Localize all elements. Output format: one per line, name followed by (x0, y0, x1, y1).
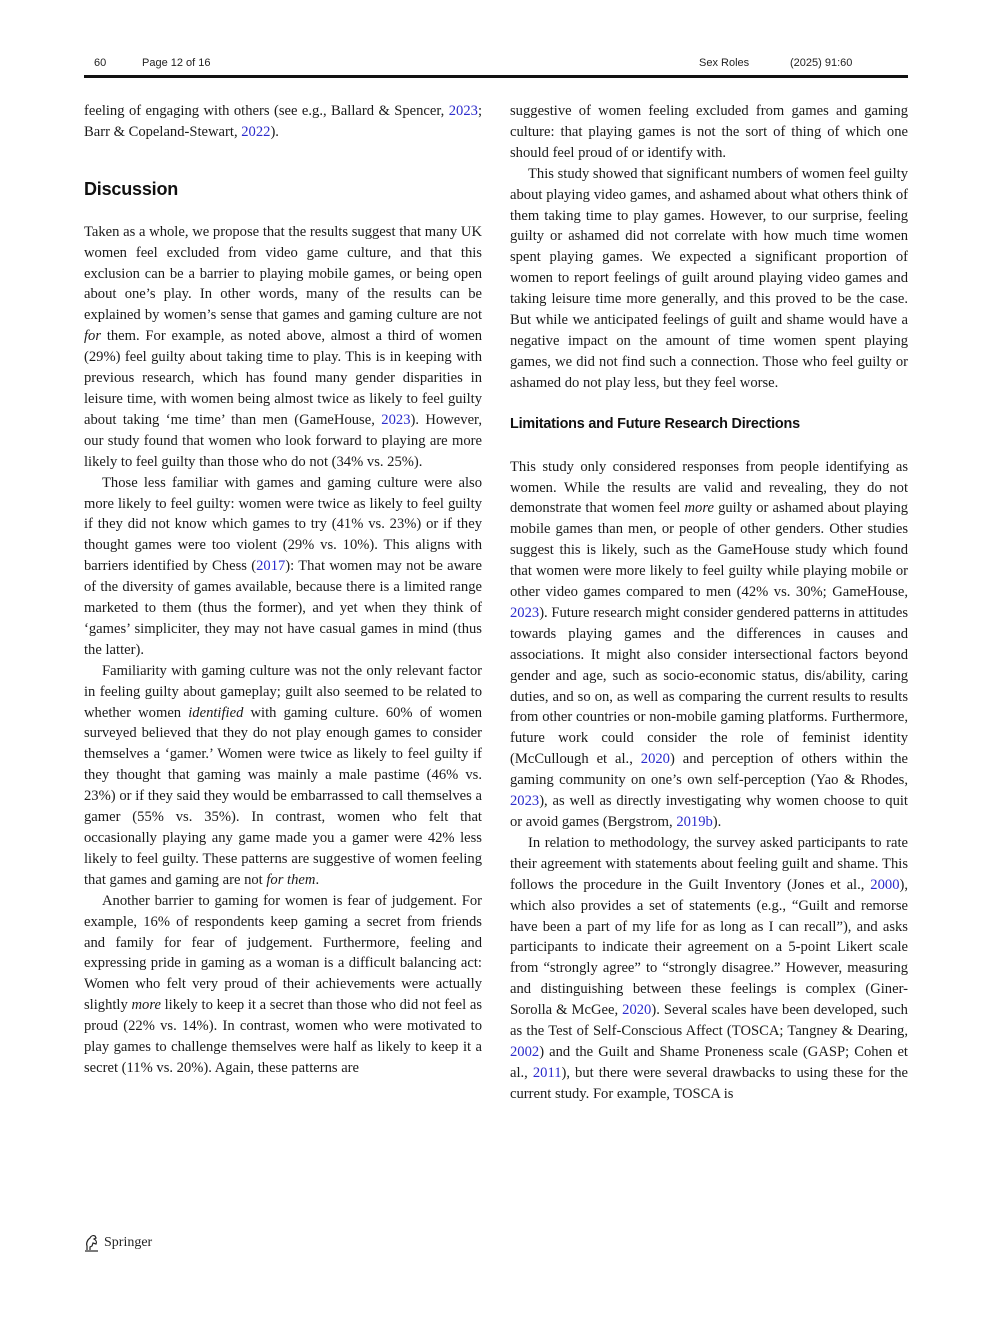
citation-link[interactable]: 2022 (241, 123, 271, 140)
text: ). Several scales have been developed, such as the Test of Self-Conscious Affect (TOSCA; Tangney & Dearing, (510, 1002, 908, 1040)
page-footer (84, 1234, 152, 1252)
text: Taken as a whole, we propose that the results suggest that many UK women feel excluded from video game culture, and that this exclusion can be a barrier to playing mobile games, or being open about one’s play. In other words, many of the results can be explained by women’s sense that games and gaming culture are not (84, 223, 482, 324)
text: Those less familiar with games and gaming culture were also more likely to feel guilty: women were twice as likely to feel guilty if they did not know which games to try (41% vs. 23%) or if they thought games were too violent (29% vs. 10%). This aligns with barriers identified by Chess ( (84, 474, 482, 575)
text: ), as well as directly investigating why women choose to quit or avoid games (Bergstrom, (510, 793, 908, 830)
section-heading-limitations: Limitations and Future Research Directions (510, 415, 800, 432)
paragraph (510, 833, 908, 1105)
text: Familiarity with gaming culture was not the only relevant factor in feeling guilty about gameplay; guilt also seemed to be related to whether women (84, 662, 482, 721)
text: This study showed that significant numbers of women feel guilty about playing video games, and ashamed about what others think of them taking time to play games. However, to our surprise, feeling guilty or ashamed did not correlate with how much time women spent playing games. We expected a significant proportion of women to report feelings of guilt around playing video games and taking leisure time more generally, and this proved to be the case. But while we anticipated feelings of guilt and shame would have a negative impact on the amount of time women spent playing games, we did not find such a connection. Those who feel guilty or ashamed do not play less, but they feel worse. (510, 165, 908, 391)
left-column (84, 101, 482, 1079)
text: ), which also provides a set of statements (e.g., “Guilt and remorse have been a part of my life for as long as I can recall”), and asks participants to indicate their agreement on a 5-point Likert scale from “strongly agree” to “strongly disagree.” However, measuring and distinguishing between these feelings is complex (Giner-Sorolla & McGee, (510, 876, 908, 1019)
springer-horse-icon (84, 1234, 100, 1252)
text: This study only considered responses from people identifying as women. While the results are valid and revealing, they do not demonstrate that women feel (510, 458, 908, 517)
emphasis: more (684, 500, 714, 517)
header-rule (84, 75, 908, 78)
section-heading-discussion: Discussion (84, 178, 179, 199)
text: them. For example, as noted above, almost a third of women (29%) feel guilty about taking time to play. This is in keeping with previous research, which has found many gender disparities in leisure time, with women being almost twice as likely to feel guilty about taking ‘me time’ than men (GameHouse, (84, 328, 482, 428)
emphasis: identified (188, 704, 244, 721)
right-column (510, 101, 908, 1105)
emphasis: for (84, 328, 102, 345)
text: ) and the Guilt and Shame Proneness scale (GASP; Cohen et al., (510, 1043, 908, 1081)
journal-citation: (2025) 91:60 (790, 57, 853, 69)
publisher-name: Springer (104, 1235, 153, 1250)
paragraph (84, 473, 482, 661)
citation-link[interactable]: 2019b (676, 814, 713, 830)
citation-link[interactable]: 2020 (640, 751, 670, 768)
paragraph (84, 222, 482, 473)
citation-link[interactable]: 2011 (532, 1064, 562, 1081)
page-of: Page 12 of 16 (142, 57, 211, 69)
text: Another barrier to gaming for women is fear of judgement. For example, 16% of respondents keep gaming a secret from friends and family for fear of judgement. Furthermore, feeling and expressing pride in gaming as a woman is a difficult balancing act: Women who felt very proud of their achievements were actually slightly (84, 892, 482, 1014)
citation-link[interactable]: 2002 (510, 1043, 540, 1060)
text: feeling of engaging with others (see e.g., Ballard & Spencer, (84, 103, 449, 119)
running-header (84, 55, 908, 73)
text: ). However, our study found that women who look forward to playing are more likely to feel guilty than those who do not (34% vs. 25%). (84, 411, 482, 470)
citation-link[interactable]: 2023 (381, 411, 411, 428)
journal-name: Sex Roles (699, 57, 750, 69)
paragraph (84, 661, 482, 891)
paragraph (510, 164, 908, 394)
paragraph (510, 101, 908, 164)
page-number: 60 (94, 57, 107, 69)
text: likely to keep it a secret than those who did not feel as proud (22% vs. 14%). In contrast, women who were motivated to play games to challenge themselves were half as likely to keep it a secret (11% vs. 20%). Again, these patterns are (84, 997, 482, 1076)
text: In relation to methodology, the survey asked participants to rate their agreement with statements about feeling guilt and shame. This follows the procedure in the Guilt Inventory (Jones et al., (510, 834, 908, 893)
citation-link[interactable]: 2023 (510, 604, 540, 621)
text: . (315, 871, 320, 888)
citation-link[interactable]: 2017 (256, 558, 286, 575)
text: ). (270, 123, 279, 140)
text: ; Barr & Copeland-Stewart, (84, 103, 482, 140)
paragraph (510, 457, 908, 833)
paragraph (84, 891, 482, 1079)
text: ). (712, 814, 722, 830)
paragraph (84, 101, 482, 143)
citation-link[interactable]: 2023 (510, 793, 540, 810)
citation-link[interactable]: 2000 (870, 876, 900, 893)
emphasis: more (131, 997, 161, 1014)
text: suggestive of women feeling excluded from games and gaming culture: that playing games is not the sort of thing of which one should feel proud of or identify with. (510, 103, 908, 161)
text: ): That women may not be aware of the diversity of games available, because there is a limited range marketed to them (thus the former), and yet when they think of ‘games’ simpliciter, they may not have casual games in mind (thus the latter). (84, 558, 482, 658)
text: guilty or ashamed about playing mobile games than men, or people of other genders. Other studies suggest this is likely, such as the GameHouse study which found that women were more likely to feel guilty while playing mobile or other video games compared to men (42% vs. 30%; GameHouse, (510, 500, 908, 601)
citation-link[interactable]: 2020 (622, 1002, 652, 1019)
text: ). Future research might consider gendered patterns in attitudes towards playing games and the differences in causes and associations. It might also consider intersectional factors beyond gender and age, such as socio-economic status, dis/ability, caring duties, and so on, as well as comparing the current results to results from other countries or non-mobile gaming platforms. Furthermore, future work could consider the role of feminist identity (McCullough et al., (510, 604, 908, 768)
text: with gaming culture. 60% of women surveyed believed that they do not play enough games to consider themselves a ‘gamer.’ Women were twice as likely to feel guilty if they thought that gaming was mainly a male pastime (46% vs. 23%) or if they said they would be embarrassed to call themselves a gamer (55% vs. 35%). In contrast, women who felt that occasionally playing any game made you a gamer were 42% less likely to feel guilty. These patterns are suggestive of women feeling that games and gaming are not (84, 704, 482, 888)
citation-link[interactable]: 2023 (448, 103, 478, 119)
text: ) and perception of others within the gaming community on one’s own self-perception (Yao & Rhodes, (510, 751, 908, 789)
text: ), but there were several drawbacks to using these for the current study. For example, TOSCA is (510, 1064, 908, 1102)
emphasis: for them (266, 871, 316, 888)
